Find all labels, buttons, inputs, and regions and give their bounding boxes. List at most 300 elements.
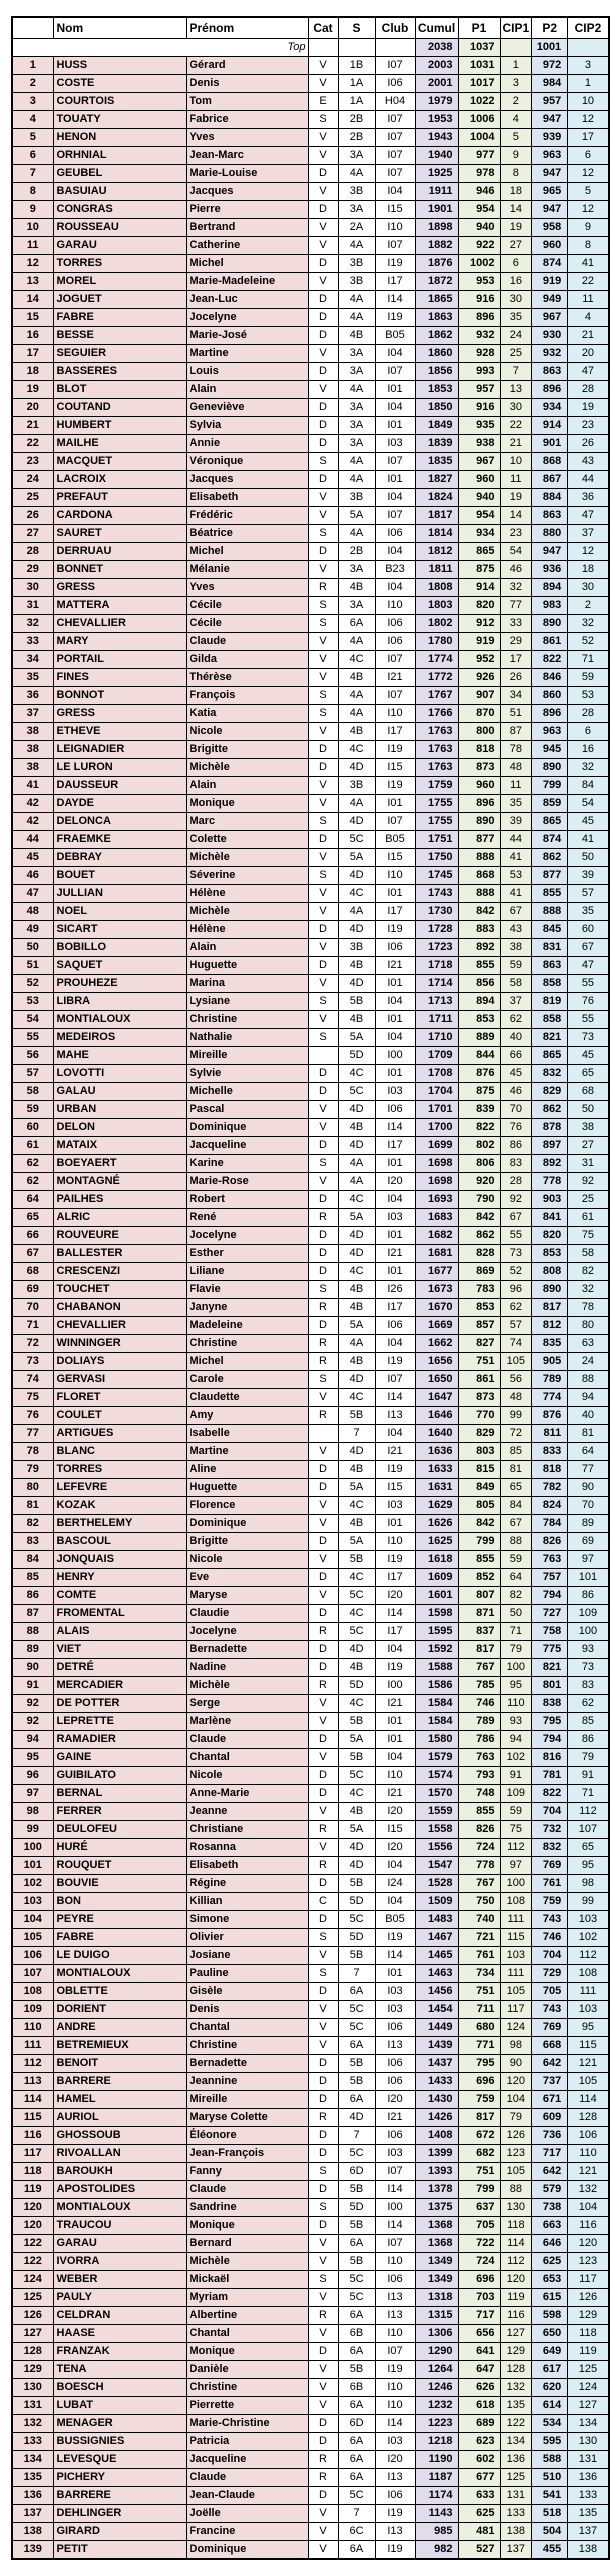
prenom-cell: Béatrice (186, 525, 308, 543)
cumul-cell: 1368 (415, 2235, 458, 2253)
prenom-cell: Jacqueline (186, 2451, 308, 2469)
nom-cell: MONTIALOUX (53, 1965, 186, 1983)
club-cell: I06 (375, 2487, 415, 2505)
nom-cell: DAYDE (53, 795, 186, 813)
club-cell: I04 (375, 1857, 415, 1875)
cat-cell: V (308, 777, 338, 795)
cat-cell: D (308, 1227, 338, 1245)
cip2-cell: 84 (568, 777, 609, 795)
cip2-cell: 130 (568, 2433, 609, 2451)
cumul-cell: 1433 (415, 2073, 458, 2091)
table-row (12, 2019, 609, 2037)
cip1-cell: 32 (500, 579, 532, 597)
cat-cell: D (308, 921, 338, 939)
p1-cell: 481 (458, 2523, 500, 2541)
club-cell: I21 (375, 1245, 415, 1263)
s-cell: 5A (338, 1821, 375, 1839)
p1-cell: 842 (458, 1515, 500, 1533)
rank-cell: 45 (12, 849, 53, 867)
cumul-cell: 1430 (415, 2091, 458, 2109)
cat-cell: D (308, 1767, 338, 1785)
cip2-cell: 121 (568, 2163, 609, 2181)
cat-cell: R (308, 2307, 338, 2325)
p1-cell: 827 (458, 1335, 500, 1353)
p2-cell: 949 (532, 291, 568, 309)
cat-cell: V (308, 147, 338, 165)
cip1-cell: 129 (500, 2343, 532, 2361)
nom-cell: MAILHE (53, 435, 186, 453)
rank-cell: 70 (12, 1299, 53, 1317)
prenom-cell: Jacqueline (186, 1137, 308, 1155)
table-row (12, 2433, 609, 2451)
cip1-cell: 112 (500, 2253, 532, 2271)
cip1-cell: 105 (500, 1983, 532, 2001)
s-cell: 5C (338, 831, 375, 849)
cat-cell: V (308, 507, 338, 525)
nom-cell: FROMENTAL (53, 1605, 186, 1623)
cumul-cell: 1780 (415, 633, 458, 651)
cat-cell: D (308, 1785, 338, 1803)
p1-cell: 894 (458, 993, 500, 1011)
s-cell: 5B (338, 2055, 375, 2073)
p2-cell: 794 (532, 1731, 568, 1749)
rank-cell: 36 (12, 687, 53, 705)
cat-cell: S (308, 705, 338, 723)
table-row (12, 453, 609, 471)
cat-cell (308, 39, 338, 57)
cip2-cell: 132 (568, 2181, 609, 2199)
cip1-cell: 124 (500, 2019, 532, 2037)
cat-cell: V (308, 2523, 338, 2541)
nom-cell: TORRES (53, 1461, 186, 1479)
nom-cell: LUBAT (53, 2397, 186, 2415)
cip1-cell: 14 (500, 507, 532, 525)
club-cell: I01 (375, 975, 415, 993)
p2-cell: 892 (532, 1155, 568, 1173)
p1-cell: 759 (458, 2091, 500, 2109)
table-row (12, 1173, 609, 1191)
rank-cell: 44 (12, 831, 53, 849)
s-cell: 4B (338, 1011, 375, 1029)
cip2-cell: 23 (568, 417, 609, 435)
p1-cell: 871 (458, 1605, 500, 1623)
cumul-cell: 1187 (415, 2469, 458, 2487)
cip2-cell: 91 (568, 1767, 609, 1785)
rank-cell: 60 (12, 1119, 53, 1137)
cat-cell: V (308, 1101, 338, 1119)
cip2-cell: 47 (568, 957, 609, 975)
nom-cell: TOUATY (53, 111, 186, 129)
prenom-cell: Myriam (186, 2289, 308, 2307)
s-cell: 4B (338, 327, 375, 345)
p1-cell: 803 (458, 1443, 500, 1461)
table-row (12, 1803, 609, 1821)
nom-cell: ROUVEURE (53, 1227, 186, 1245)
cip2-cell: 41 (568, 255, 609, 273)
p1-cell: 938 (458, 435, 500, 453)
cat-cell: D (308, 435, 338, 453)
table-row (12, 1209, 609, 1227)
nom-cell: ROUSSEAU (53, 219, 186, 237)
table-row (12, 2361, 609, 2379)
table-row (12, 1821, 609, 1839)
p1-cell: 795 (458, 2055, 500, 2073)
s-cell: 6A (338, 2037, 375, 2055)
p1-cell: 761 (458, 1947, 500, 1965)
cumul-cell: 1483 (415, 1911, 458, 1929)
cip2-cell: 75 (568, 1227, 609, 1245)
p2-cell: 598 (532, 2307, 568, 2325)
s-cell: 3A (338, 345, 375, 363)
nom-cell: BLOT (53, 381, 186, 399)
cip1-cell: 45 (500, 1065, 532, 1083)
rank-cell: 85 (12, 1569, 53, 1587)
cat-cell: D (308, 309, 338, 327)
prenom-cell: Esther (186, 1245, 308, 1263)
rank-cell: 101 (12, 1857, 53, 1875)
table-row (12, 1785, 609, 1803)
prenom-cell: Annie (186, 435, 308, 453)
cip2-cell: 68 (568, 1083, 609, 1101)
cip2-cell: 105 (568, 2073, 609, 2091)
s-cell: 6B (338, 2325, 375, 2343)
p2-cell: 863 (532, 957, 568, 975)
p2-cell: 855 (532, 885, 568, 903)
s-cell: 4C (338, 1191, 375, 1209)
cat-cell: V (308, 1497, 338, 1515)
cip1-cell: 115 (500, 1929, 532, 1947)
cat-cell: V (308, 2541, 338, 2560)
club-cell: I07 (375, 2163, 415, 2181)
cumul-cell: 1730 (415, 903, 458, 921)
p2-cell: 884 (532, 489, 568, 507)
p2-cell: 663 (532, 2217, 568, 2235)
p1-cell: 922 (458, 237, 500, 255)
club-cell: I04 (375, 1425, 415, 1443)
table-row (12, 975, 609, 993)
club-cell: I04 (375, 1335, 415, 1353)
table-row (12, 2487, 609, 2505)
cat-cell: V (308, 903, 338, 921)
cat-cell: R (308, 2451, 338, 2469)
nom-cell: GRESS (53, 579, 186, 597)
p1-cell: 717 (458, 2307, 500, 2325)
rank-cell: 87 (12, 1605, 53, 1623)
s-cell: 6B (338, 2379, 375, 2397)
prenom-cell: Thérèse (186, 669, 308, 687)
nom-cell: BOBILLO (53, 939, 186, 957)
cat-cell: D (308, 1659, 338, 1677)
p1-cell: 783 (458, 1281, 500, 1299)
rank-cell: 62 (12, 1155, 53, 1173)
cumul-cell: 1811 (415, 561, 458, 579)
nom-cell: FLORET (53, 1389, 186, 1407)
club-cell: I07 (375, 237, 415, 255)
p2-cell: 759 (532, 1893, 568, 1911)
rank-cell: 114 (12, 2091, 53, 2109)
s-cell: 4D (338, 813, 375, 831)
cumul-cell: 1595 (415, 1623, 458, 1641)
nom-cell: DOLIAYS (53, 1353, 186, 1371)
s-cell: 3A (338, 417, 375, 435)
cip1-cell: 78 (500, 741, 532, 759)
club-cell: I07 (375, 129, 415, 147)
prenom-cell: Michèle (186, 1677, 308, 1695)
p2-cell: 822 (532, 1785, 568, 1803)
cip1-cell: 29 (500, 633, 532, 651)
p1-cell: 883 (458, 921, 500, 939)
prenom-cell: Nathalie (186, 1029, 308, 1047)
cip2-cell: 47 (568, 507, 609, 525)
club-cell: I17 (375, 1623, 415, 1641)
club-cell: I10 (375, 597, 415, 615)
table-row (12, 2199, 609, 2217)
prenom-cell: Nicole (186, 723, 308, 741)
p2-cell: 588 (532, 2451, 568, 2469)
table-row (12, 2307, 609, 2325)
cip1-cell: 39 (500, 813, 532, 831)
cat-cell: D (308, 201, 338, 219)
s-cell: 4C (338, 1263, 375, 1281)
s-cell: 6D (338, 2415, 375, 2433)
p2-cell: 595 (532, 2433, 568, 2451)
nom-cell: LEVESQUE (53, 2451, 186, 2469)
s-cell: 4D (338, 759, 375, 777)
cip2-cell: 1 (568, 75, 609, 93)
cumul-cell: 1656 (415, 1353, 458, 1371)
table-row (12, 2217, 609, 2235)
cip1-cell: 122 (500, 2415, 532, 2433)
p1-column-header: P1 (458, 17, 500, 39)
cip1-cell: 79 (500, 2109, 532, 2127)
cat-cell: V (308, 129, 338, 147)
table-row (12, 1047, 609, 1065)
club-cell: I21 (375, 2109, 415, 2127)
prenom-cell: Hélène (186, 885, 308, 903)
table-row (12, 183, 609, 201)
p1-cell: 869 (458, 1263, 500, 1281)
cumul-cell: 1745 (415, 867, 458, 885)
p1-cell: 940 (458, 489, 500, 507)
cat-cell: D (308, 2433, 338, 2451)
rank-cell: 122 (12, 2235, 53, 2253)
prenom-cell: Monique (186, 2217, 308, 2235)
cip2-cell: 85 (568, 1713, 609, 1731)
cat-cell: V (308, 273, 338, 291)
cip1-cell: 50 (500, 1605, 532, 1623)
p2-cell: 894 (532, 579, 568, 597)
s-cell: 4A (338, 705, 375, 723)
table-row (12, 75, 609, 93)
nom-cell: BASUIAU (53, 183, 186, 201)
cumul-cell: 1863 (415, 309, 458, 327)
s-cell: 6A (338, 2469, 375, 2487)
p2-cell: 625 (532, 2253, 568, 2271)
rank-column-header (12, 17, 53, 39)
rank-cell: 21 (12, 417, 53, 435)
p1-cell: 856 (458, 975, 500, 993)
cip1-cell: 37 (500, 993, 532, 1011)
rank-cell: 120 (12, 2217, 53, 2235)
cumul-cell: 1943 (415, 129, 458, 147)
s-cell: 6A (338, 2397, 375, 2415)
cumul-cell: 1979 (415, 93, 458, 111)
cip1-cell: 87 (500, 723, 532, 741)
prenom-cell: Rosanna (186, 1839, 308, 1857)
rank-cell: 80 (12, 1479, 53, 1497)
rank-cell: 109 (12, 2001, 53, 2019)
s-cell: 4D (338, 1245, 375, 1263)
p2-cell: 896 (532, 705, 568, 723)
p2-cell: 650 (532, 2325, 568, 2343)
p1-cell: 861 (458, 1371, 500, 1389)
s-cell: 4D (338, 1227, 375, 1245)
p1-cell: 802 (458, 1137, 500, 1155)
club-cell: I17 (375, 273, 415, 291)
p1-cell: 672 (458, 2127, 500, 2145)
s-cell: 5D (338, 1677, 375, 1695)
table-row (12, 1317, 609, 1335)
p2-cell: 769 (532, 2019, 568, 2037)
prenom-cell: Véronique (186, 453, 308, 471)
prenom-cell: Christine (186, 2037, 308, 2055)
rank-cell: 118 (12, 2163, 53, 2181)
cip2-cell: 90 (568, 1479, 609, 1497)
cip1-cell: 11 (500, 777, 532, 795)
club-cell: I04 (375, 345, 415, 363)
rank-cell: 42 (12, 795, 53, 813)
prenom-cell: Mickaël (186, 2271, 308, 2289)
cat-cell: R (308, 579, 338, 597)
p1-cell: 785 (458, 1677, 500, 1695)
club-cell: I10 (375, 705, 415, 723)
rank-cell: 18 (12, 363, 53, 381)
prenom-cell: Michelle (186, 1083, 308, 1101)
cip2-cell: 73 (568, 1029, 609, 1047)
cat-cell: V (308, 2253, 338, 2271)
s-cell: 1A (338, 75, 375, 93)
club-cell: I07 (375, 1371, 415, 1389)
prenom-cell: Jean-Luc (186, 291, 308, 309)
nom-cell: DETRÉ (53, 1659, 186, 1677)
cip2-cell: 44 (568, 471, 609, 489)
s-cell: 5B (338, 2253, 375, 2271)
p1-cell: 771 (458, 2037, 500, 2055)
prenom-cell: Michèle (186, 759, 308, 777)
table-row (12, 1011, 609, 1029)
table-row (12, 1605, 609, 1623)
cumul-cell: 1190 (415, 2451, 458, 2469)
cip2-cell: 121 (568, 2055, 609, 2073)
prenom-cell: Madeleine (186, 1317, 308, 1335)
cip2-cell: 78 (568, 1299, 609, 1317)
p2-cell: 617 (532, 2361, 568, 2379)
prenom-cell: Jocelyne (186, 1623, 308, 1641)
prenom-cell: Monique (186, 2343, 308, 2361)
prenom-cell: Séverine (186, 867, 308, 885)
cat-cell: D (308, 399, 338, 417)
nom-cell: JOGUET (53, 291, 186, 309)
rank-cell: 50 (12, 939, 53, 957)
table-row (12, 1479, 609, 1497)
nom-cell: HENON (53, 129, 186, 147)
prenom-cell: Bernadette (186, 1641, 308, 1659)
p1-cell: 806 (458, 1155, 500, 1173)
table-row (12, 2271, 609, 2289)
p2-cell: 984 (532, 75, 568, 93)
cumul-cell: 1631 (415, 1479, 458, 1497)
p2-cell: 615 (532, 2289, 568, 2307)
cat-cell: D (308, 291, 338, 309)
p1-cell: 877 (458, 831, 500, 849)
p1-cell: 703 (458, 2289, 500, 2307)
p1-cell: 820 (458, 597, 500, 615)
cip2-cell: 137 (568, 2523, 609, 2541)
cip2-cell: 10 (568, 93, 609, 111)
p2-cell: 817 (532, 1299, 568, 1317)
prenom-cell: Claudie (186, 1605, 308, 1623)
cip1-cell: 111 (500, 1965, 532, 1983)
s-cell: 4A (338, 237, 375, 255)
cip1-cell: 105 (500, 2163, 532, 2181)
table-row (12, 93, 609, 111)
prenom-cell: Danièle (186, 2361, 308, 2379)
table-row (12, 1191, 609, 1209)
club-cell: I15 (375, 1821, 415, 1839)
table-row (12, 2163, 609, 2181)
cip1-cell: 35 (500, 795, 532, 813)
cip1-cell: 28 (500, 1173, 532, 1191)
cip2-cell: 86 (568, 1587, 609, 1605)
s-cell: 5B (338, 2073, 375, 2091)
cumul-cell: 1767 (415, 687, 458, 705)
cumul-cell: 1625 (415, 1533, 458, 1551)
cip2-cell: 55 (568, 975, 609, 993)
cat-cell: D (308, 1533, 338, 1551)
p1-cell: 912 (458, 615, 500, 633)
cip1-cell: 16 (500, 273, 532, 291)
p2-cell: 858 (532, 975, 568, 993)
cip2-cell: 98 (568, 1875, 609, 1893)
table-row (12, 723, 609, 741)
club-cell: I06 (375, 615, 415, 633)
p1-cell: 960 (458, 777, 500, 795)
nom-cell: RAMADIER (53, 1731, 186, 1749)
table-row (12, 255, 609, 273)
cumul-cell: 1718 (415, 957, 458, 975)
p2-cell: 838 (532, 1695, 568, 1713)
prenom-cell: Elisabeth (186, 1857, 308, 1875)
cat-cell: V (308, 651, 338, 669)
cumul-cell: 1456 (415, 1983, 458, 2001)
cip2-cell: 116 (568, 2217, 609, 2235)
cip1-cell: 41 (500, 849, 532, 867)
cip2-cell: 19 (568, 399, 609, 417)
table-row (12, 471, 609, 489)
prenom-cell: Christine (186, 1011, 308, 1029)
nom-cell: CARDONA (53, 507, 186, 525)
p2-cell: 775 (532, 1641, 568, 1659)
club-cell: I06 (375, 525, 415, 543)
rank-cell: 53 (12, 993, 53, 1011)
rank-cell: 26 (12, 507, 53, 525)
table-row (12, 885, 609, 903)
p2-cell: 960 (532, 237, 568, 255)
cat-cell: D (308, 1983, 338, 2001)
p1-cell: 633 (458, 2487, 500, 2505)
p2-cell: 757 (532, 1569, 568, 1587)
cip2-cell: 129 (568, 2307, 609, 2325)
